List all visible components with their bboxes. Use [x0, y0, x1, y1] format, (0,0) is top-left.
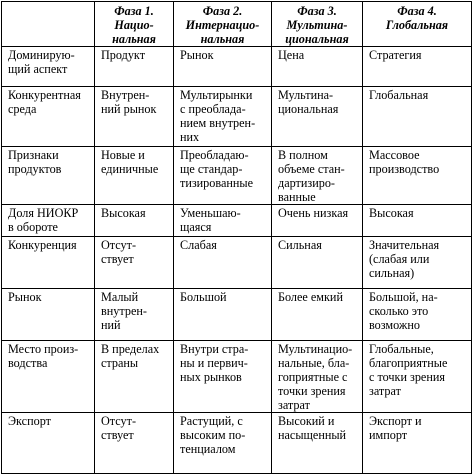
cell-phase-2: Мультирынки с преоблада- нием внутрен- них: [180, 88, 256, 144]
header-phase-4-text: Фаза 4. Глобальная: [385, 4, 449, 32]
cell-phase-3: Высокий и насыщенный: [278, 414, 347, 442]
row-aspect-cell: [2, 87, 95, 147]
cell-phase-2: Большой: [180, 290, 227, 304]
cell-phase-1: В пределах страны: [101, 342, 160, 370]
table-cell: [95, 413, 174, 474]
cell-phase-1: Внутрен- ний рынок: [101, 88, 157, 116]
cell-phase-1: Новые и единичные: [101, 148, 159, 176]
header-phase-4: [363, 2, 472, 47]
table-row: [2, 341, 472, 413]
cell-phase-4: Значительная (слабая или сильная): [369, 238, 440, 280]
cell-phase-4: Глобальные, благоприятные с точки зрения затрат: [369, 342, 448, 398]
table-row: [2, 289, 472, 341]
table-cell: [272, 341, 363, 413]
header-phase-2: [174, 2, 272, 47]
cell-phase-2: Внутри стра- ны и первич- ных рынков: [180, 342, 249, 384]
table-cell: [174, 237, 272, 289]
table-cell: [95, 237, 174, 289]
table-cell: [95, 289, 174, 341]
cell-phase-3: Мультинацио- нальные, бла- гоприятные с точки зрения затрат: [278, 342, 353, 412]
table-cell: [363, 341, 472, 413]
cell-phase-3: Очень низкая: [278, 206, 349, 220]
header-row: [2, 2, 472, 47]
table-cell: [363, 289, 472, 341]
table-cell: [363, 413, 472, 474]
cell-phase-3: Цена: [278, 48, 305, 62]
cell-phase-4: Высокая: [369, 206, 414, 220]
table-cell: [272, 205, 363, 237]
row-aspect-cell: [2, 341, 95, 413]
header-phase-1: [95, 2, 174, 47]
cell-phase-3: Сильная: [278, 238, 322, 252]
cell-phase-4: Глобальная: [369, 88, 429, 102]
table-row: [2, 413, 472, 474]
table-cell: [174, 47, 272, 87]
cell-phase-4: Массовое производство: [369, 148, 440, 176]
header-corner-cell: [2, 2, 95, 47]
table-cell: [363, 147, 472, 205]
row-aspect: Рынок: [8, 290, 42, 304]
table-row: [2, 47, 472, 87]
row-aspect-cell: [2, 289, 95, 341]
table-cell: [174, 289, 272, 341]
table-cell: [174, 413, 272, 474]
table-cell: [363, 47, 472, 87]
cell-phase-1: Продукт: [101, 48, 146, 62]
table-cell: [174, 205, 272, 237]
table-cell: [95, 87, 174, 147]
cell-phase-3: Мультина- циональная: [278, 88, 339, 116]
row-aspect: Признаки продуктов: [8, 148, 62, 176]
table-cell: [363, 205, 472, 237]
table-cell: [174, 87, 272, 147]
table-cell: [95, 47, 174, 87]
cell-phase-1: Отсут- ствует: [101, 238, 137, 266]
header-phase-3: [272, 2, 363, 47]
table-cell: [272, 147, 363, 205]
row-aspect: Доля НИОКР в обороте: [8, 206, 79, 234]
header-phase-2-text: Фаза 2. Интернацио- нальная: [185, 4, 260, 46]
table-cell: [363, 87, 472, 147]
table-cell: [174, 341, 272, 413]
cell-phase-4: Экспорт и импорт: [369, 414, 422, 442]
cell-phase-3: Более емкий: [278, 290, 343, 304]
table-row: [2, 237, 472, 289]
header-phase-3-text: Фаза 3. Мультина- циональная: [285, 4, 349, 46]
cell-phase-2: Уменьшаю- щаяся: [180, 206, 241, 234]
cell-phase-4: Стратегия: [369, 48, 422, 62]
header-phase-1-text: Фаза 1. Нацио- нальная: [112, 4, 156, 46]
table-row: [2, 87, 472, 147]
table-cell: [272, 289, 363, 341]
row-aspect-cell: [2, 237, 95, 289]
row-aspect: Конкуренция: [8, 238, 77, 252]
cell-phase-2: Растущий, с высоким по- тенциалом: [180, 414, 246, 456]
table-cell: [95, 341, 174, 413]
row-aspect: Место произ- водства: [8, 342, 79, 370]
cell-phase-3: В полном объеме стан- дартизиро- ванные: [278, 148, 345, 204]
table-cell: [272, 87, 363, 147]
cell-phase-4: Большой, на- сколько это возможно: [369, 290, 438, 332]
row-aspect-cell: [2, 205, 95, 237]
table-cell: [272, 47, 363, 87]
table-cell: [174, 147, 272, 205]
table-cell: [95, 205, 174, 237]
table-cell: [95, 147, 174, 205]
table-cell: [363, 237, 472, 289]
cell-phase-2: Слабая: [180, 238, 217, 252]
cell-phase-2: Рынок: [180, 48, 214, 62]
table-row: [2, 205, 472, 237]
cell-phase-2: Преобладаю- ще стандар- тизированные: [180, 148, 254, 190]
cell-phase-1: Малый внутрен- ний: [101, 290, 147, 332]
row-aspect-cell: [2, 147, 95, 205]
table-row: [2, 147, 472, 205]
row-aspect-cell: [2, 413, 95, 474]
cell-phase-1: Отсут- ствует: [101, 414, 137, 442]
cell-phase-1: Высокая: [101, 206, 146, 220]
row-aspect: Конкурентная среда: [8, 88, 81, 116]
phases-table: [1, 1, 472, 474]
table-cell: [272, 237, 363, 289]
row-aspect: Доминирую- щий аспект: [8, 48, 75, 76]
table-cell: [272, 413, 363, 474]
row-aspect: Экспорт: [8, 414, 51, 428]
row-aspect-cell: [2, 47, 95, 87]
